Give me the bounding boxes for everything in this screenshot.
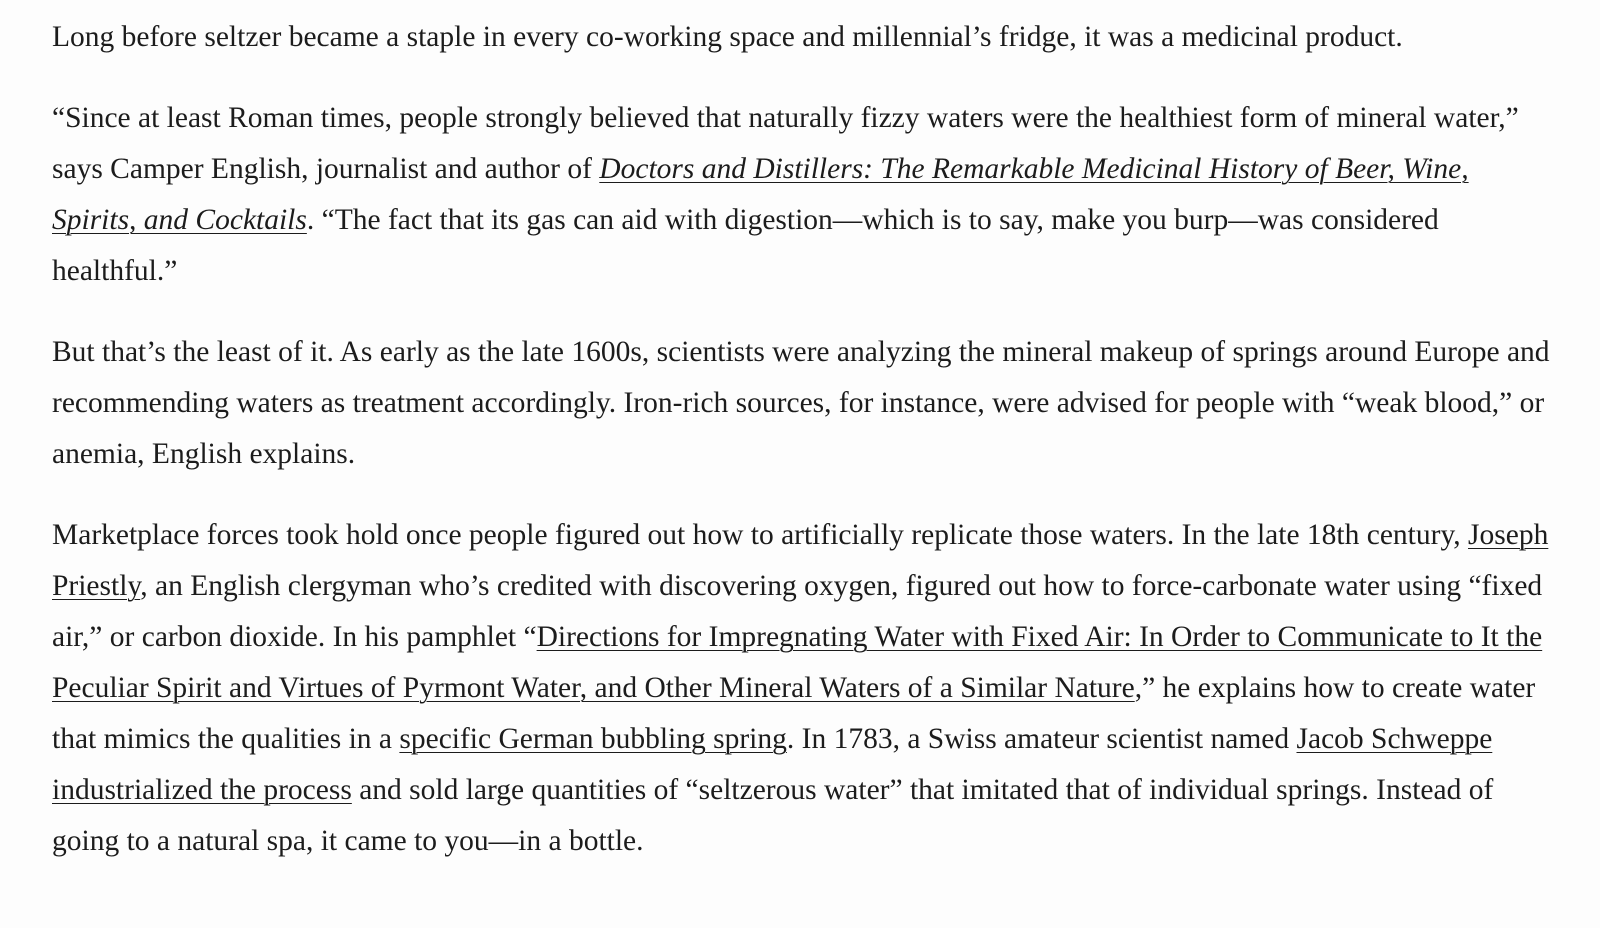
joseph-priestly-link[interactable]: Joseph Priestly: [52, 519, 1549, 602]
paragraph-4-text-4: . In 1783, a Swiss amateur scientist named: [786, 723, 1297, 755]
article-body: [52, 12, 1552, 897]
pamphlet-link[interactable]: Directions for Impregnating Water with Fixed Air: In Order to Communicate to It the Peculiar Spirit and Virtues of Pyrmont Water, and Other Mineral Waters of a Similar Nature: [52, 621, 1543, 704]
paragraph-4: [52, 510, 1552, 867]
paragraph-2: [52, 93, 1552, 297]
paragraph-1-text: Long before seltzer became a staple in every co-working space and millennial’s fridge, it was a medicinal product.: [52, 21, 1403, 53]
paragraph-3-text: But that’s the least of it. As early as the late 1600s, scientists were analyzing the mineral makeup of springs around Europe and recommending waters as treatment accordingly. Iron-rich sources, for instance, were advised for people with “weak blood,” or anemia, English explains.: [52, 336, 1550, 470]
paragraph-4-text-2: , an English clergyman who’s credited with discovering oxygen, figured out how to force-carbonate water using “fixed air,” or carbon dioxide. In his pamphlet “: [52, 570, 1543, 653]
paragraph-1: [52, 12, 1552, 63]
paragraph-4-text-1: Marketplace forces took hold once people figured out how to artificially replicate those waters. In the late 18th century,: [52, 519, 1469, 551]
german-spring-link[interactable]: specific German bubbling spring: [399, 723, 787, 755]
paragraph-3: [52, 327, 1552, 480]
book-title-link[interactable]: Doctors and Distillers: The Remarkable Medicinal History of Beer, Wine, Spirits, and Cocktails: [52, 153, 1469, 236]
paragraph-4-text-3: ,” he explains how to create water that mimics the qualities in a: [52, 672, 1536, 755]
paragraph-4-text-5: and sold large quantities of “seltzerous water” that imitated that of individual springs. Instead of going to a natural spa, it came to you—in a bottle.: [52, 774, 1494, 857]
paragraph-2-text-1: “Since at least Roman times, people strongly believed that naturally fizzy waters were the healthiest form of mineral water,” says Camper English, journalist and author of: [52, 102, 1519, 185]
paragraph-2-text-2: . “The fact that its gas can aid with digestion—which is to say, make you burp—was considered healthful.”: [52, 204, 1439, 287]
schweppe-link[interactable]: Jacob Schweppe industrialized the process: [52, 723, 1493, 806]
